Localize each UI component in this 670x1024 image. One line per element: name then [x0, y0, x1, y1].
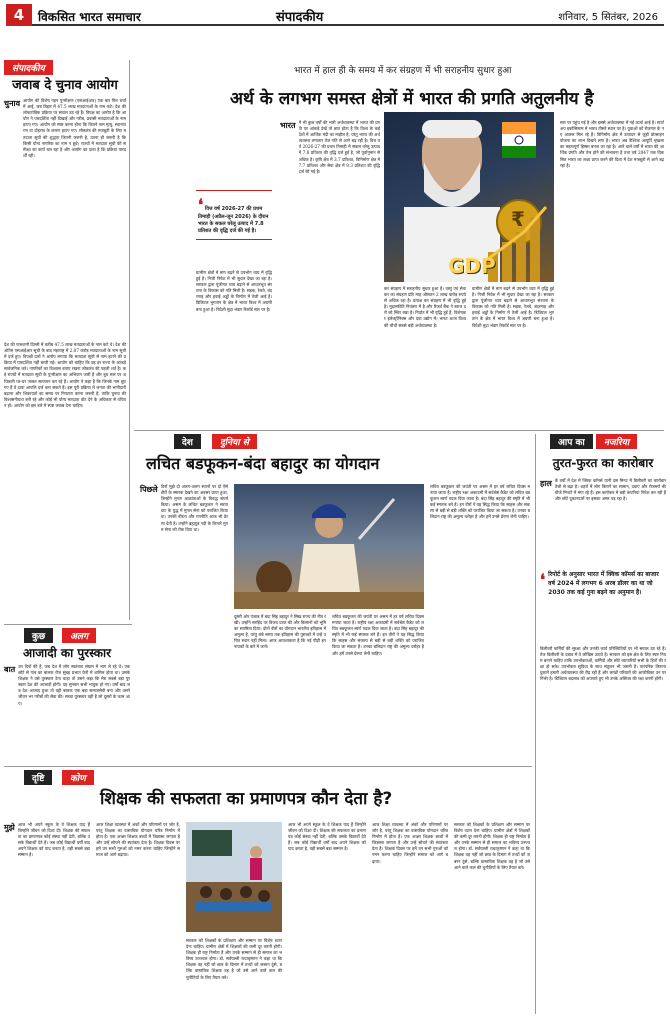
middle-lead-word: पिछले — [140, 485, 158, 494]
bottom-col-f: सरकार को शिक्षकों के प्रशिक्षण और सम्मान पर विशेष ध्यान देना चाहिए। ग्रामीण क्षेत्रों में शिक्षकों की कमी दूर करनी होगी। शिक्षक ही राष्ट्र निर्माता हैं और उनके सम्मान से ही समाज का भविष्य उज्ज्वल होगा। डॉ. सर्वपल्ली राधाकृष्णन ने कहा था कि शिक्षक वह नहीं जो छात्र के दिमाग में तथ्यों को जबरन ठूंसे, बल्कि वास्तविक शिक्षक वह है जो उसे आने वाले कल की चुनौतियों के लिए तैयार करे। — [454, 822, 530, 870]
student-4 — [258, 890, 270, 902]
award-divider — [4, 624, 132, 625]
middle-col-b: दूसरी ओर पंजाब में बंदा सिंह बहादुर ने सिख राज्य की नींव रखी। उन्होंने सरहिंद पर विजय प्राप्त की और किसानों को भूमि का स्वामित्व दिया। दोनों वीरों का योगदान भारतीय इतिहास में अमूल्य है, परंतु लंबे समय तक इतिहास की पुस्तकों में उन्हें उचित स्थान नहीं मिला। आज आवश्यकता है कि नई पीढ़ी इन नायकों के बारे में जाने। — [234, 614, 326, 650]
top-story-col-a2: ग्रामीण क्षेत्रों में मांग बढ़ने से उपभोग व्यय में वृद्धि हुई है। निजी निवेश में भी सुधार देखा जा रहा है। सरकार द्वारा पूंजीगत व्यय बढ़ाने से आधारभूत संरचना के विकास को गति मिली है। सड़क, रेलवे, बंदरगाह और हवाई अड्डों के निर्माण में तेजी आई है। डिजिटल भुगतान के क्षेत्र में भारत विश्व में अग्रणी बना हुआ है। विदेशी मुद्रा भंडार रिकॉर्ड स्तर पर है। — [196, 270, 272, 312]
award-lead-word: बात — [4, 665, 16, 674]
middle-col-c: लचित बडफूकन की जयंती पर असम में हर वर्ष लचित दिवस मनाया जाता है। राष्ट्रीय रक्षा अकादमी में सर्वश्रेष्ठ कैडेट को लचित बडफूकन स्वर्ण पदक दिया जाता है। बंदा सिंह बहादुर की स्मृति में भी कई स्मारक बने हैं। इन वीरों ने यह सिद्ध किया कि साहस और संकल्प से बड़ी से बड़ी शक्ति को पराजित किया जा सकता है। उनका बलिदान राष्ट्र की अमूल्य धरोहर है और हमें उनसे प्रेरणा लेनी चाहिए। — [332, 614, 424, 656]
flag-green — [502, 146, 536, 158]
award-tag-left: कुछ — [24, 628, 53, 643]
top-story-col-c: ग्रामीण क्षेत्रों में मांग बढ़ने से उपभोग व्यय में वृद्धि हुई है। निजी निवेश में भी सुधार देखा जा रहा है। सरकार द्वारा पूंजीगत व्यय बढ़ाने से आधारभूत संरचना के विकास को गति मिली है। सड़क, रेलवे, बंदरगाह और हवाई अड्डों के निर्माण में तेजी आई है। डिजिटल भुगतान के क्षेत्र में भारत विश्व में अग्रणी बना हुआ है। विदेशी मुद्रा भंडार रिकॉर्ड स्तर पर है। — [472, 286, 554, 328]
bottom-col-e: आज शिक्षा व्यवस्था में अंकों और परिणामों पर जोर है, परंतु शिक्षक का वास्तविक योगदान चरित्र निर्माण में होता है। एक अच्छा शिक्षक बच्चों में जिज्ञासा जगाता है और उन्हें सोचने की स्वतंत्रता देता है। शिक्षक दिवस पर हमें उन सभी गुरुओं को नमन करना चाहिए जिन्होंने समाज को आगे बढ़ाया। — [372, 822, 448, 864]
right-divider — [535, 434, 536, 1014]
masthead — [6, 4, 664, 26]
middle-tag-right: दुनिया से — [212, 434, 257, 449]
hair-shape — [422, 120, 482, 138]
horizontal-divider — [134, 430, 664, 431]
bottom-col-d: आज भी अपने स्कूल के वे शिक्षक याद हैं जिन्होंने जीवन को दिशा दी। शिक्षक की सफलता का प्रमाणपत्र कोई संस्था नहीं देती, बल्कि उसके विद्यार्थी देते हैं। जब कोई विद्यार्थी वर्षों बाद अपने शिक्षक को याद करता है, वही सबसे बड़ा सम्मान है। — [288, 822, 366, 852]
top-story — [134, 60, 664, 428]
bottom-col-c: सरकार को शिक्षकों के प्रशिक्षण और सम्मान पर विशेष ध्यान देना चाहिए। ग्रामीण क्षेत्रों में शिक्षकों की कमी दूर करनी होगी। शिक्षक ही राष्ट्र निर्माता हैं और उनके सम्मान से ही समाज का भविष्य उज्ज्वल होगा। डॉ. सर्वपल्ली राधाकृष्णन ने कहा था कि शिक्षक वह नहीं जो छात्र के दिमाग में तथ्यों को जबरन ठूंसे, बल्कि वास्तविक शिक्षक वह है जो उसे आने वाले कल की चुनौतियों के लिए तैयार करे। — [186, 938, 282, 980]
top-story-quote: ❛ वित्त वर्ष 2026-27 की प्रथम तिमाही (अप्रैल-जून 2026) के दौरान भारत के सकल घरेलू उत्पाद में 7.8 प्रतिशत की वृद्धि दर्ज की गई है। — [196, 190, 272, 240]
uniform-row — [196, 902, 272, 912]
bar-3 — [516, 232, 526, 282]
blackboard-shape — [192, 830, 232, 856]
flag-saffron — [502, 122, 536, 134]
bottom-lead-word: मुझे — [4, 823, 15, 832]
editorial-lead-word: चुनाव — [4, 99, 21, 108]
ground-shape — [234, 592, 424, 609]
middle-story — [134, 434, 532, 764]
bottom-headline: शिक्षक की सफलता का प्रमाणपत्र कौन देता है? — [100, 789, 393, 809]
bottom-story — [4, 770, 532, 1020]
opinion-heading: तुरत-फुरत का कारोबार — [552, 456, 654, 470]
gdp-photo — [384, 112, 554, 282]
editorial-heading: जवाब दे चुनाव आयोग — [12, 78, 118, 93]
top-story-col-a: भारत में भी कुछ वर्षों की भारी अर्थव्यवस्था में भारत की प्रगति पर आंकड़े देखें तो ज्ञात होता है कि विश्व के कई देशों में आर्थिक मंदी का माहौल है, परंतु भारत की अर्थव्यवस्था लगातार तेज गति से आगे बढ़ रही है। वित्त वर्ष 2026-27 की प्रथम तिमाही में सकल घरेलू उत्पाद में 7.8 प्रतिशत की वृद्धि दर्ज हुई है, जो पूर्वानुमान से अधिक है। कृषि क्षेत्र में 3.7 प्रतिशत, विनिर्माण क्षेत्र में 7.7 प्रतिशत और सेवा क्षेत्र में 9.3 प्रतिशत की वृद्धि दर्ज की गई है। — [280, 120, 380, 174]
award-tag-right: अलग — [62, 628, 96, 643]
opinion-body-1: हाल के वर्षों में देश में क्विक कॉमर्स यानी दस मिनट में डिलीवरी का कारोबार तेजी से बढ़ा है। शहरों में लोग किराने का सामान, दवाएं और रोजमर्रा की चीजें मिनटों में मंगा रहे हैं। इस कारोबार में बड़ी कंपनियां निवेश कर रही हैं और छोटे दुकानदारों पर इसका असर पड़ रहा है। — [540, 478, 666, 502]
horse-shape — [256, 561, 292, 597]
middle-tag-left: देश — [174, 434, 201, 449]
middle-col-d: लचित बडफूकन की जयंती पर असम में हर वर्ष लचित दिवस मनाया जाता है। राष्ट्रीय रक्षा अकादमी में सर्वश्रेष्ठ कैडेट को लचित बडफूकन स्वर्ण पदक दिया जाता है। बंदा सिंह बहादुर की स्मृति में भी कई स्मारक बने हैं। इन वीरों ने यह सिद्ध किया कि साहस और संकल्प से बड़ी से बड़ी शक्ति को पराजित किया जा सकता है। उनका बलिदान राष्ट्र की अमूल्य धरोहर है और हमें उनसे प्रेरणा लेनी चाहिए। — [430, 484, 530, 520]
paper-name: विकसित भारत समाचार — [38, 10, 141, 24]
teacher-saree — [250, 858, 262, 880]
image-rupee: ₹ — [511, 207, 525, 231]
page-number: 4 — [6, 4, 32, 26]
classroom-illustration — [186, 822, 282, 932]
opinion-quote: ❛ रिपोर्ट के अनुसार भारत में क्विक कॉमर्स का बाजार वर्ष 2024 में लगभग 6 अरब डॉलर का था जो 2030 तक कई गुना बढ़ने का अनुमान है। — [540, 570, 659, 596]
warrior-photo — [234, 484, 424, 609]
top-story-col-b: कर संग्रहण में सराहनीय सुधार हुआ है। वस्तु एवं सेवा कर का संग्रहण प्रति माह औसतन 2 लाख करोड़ रुपये से अधिक रहा है। प्रत्यक्ष कर संग्रहण में भी वृद्धि हुई है। मुद्रास्फीति नियंत्रण में है और रिजर्व बैंक ने ब्याज दरों को स्थिर रखा है। निर्यात में भी वृद्धि हुई है, विशेषकर इलेक्ट्रॉनिक्स और दवा उद्योग में। भारत आज विश्व की चौथी सबसे बड़ी अर्थव्यवस्था है। — [384, 286, 466, 328]
quote-mark-icon: ❛ — [198, 195, 204, 214]
warrior-illustration — [234, 484, 424, 609]
bottom-tag-right: कोण — [62, 770, 94, 785]
top-story-lead-word: भारत — [280, 121, 296, 130]
bottom-tag-left: दृष्टि — [24, 770, 52, 785]
editorial-body-1: चुनाव आयोग की विशेष गहन पुनरीक्षण (एसआईआर) एक बार फिर चर्चा में आई, जब बिहार में 47.5 लाख मतदाताओं के नाम कटे। देश की लोकतांत्रिक प्रक्रिया पर सवाल उठ रहे हैं। विपक्ष का आरोप है कि आयोग ने पारदर्शिता नहीं दिखाई और गरीब, प्रवासी मतदाताओं के नाम हटाए गए। आयोग को स्पष्ट करना होगा कि कितने नाम मृत्यु, स्थानांतरण या दोहराव के कारण हटाए गए। लोकतंत्र की मजबूती के लिए मतदाता सूची की शुद्धता जितनी जरूरी है, उतना ही जरूरी है कि किसी योग्य नागरिक का नाम न छूटे। राज्यों में मतदाता सूची की समीक्षा का कार्य चल रहा है और आयोग का दावा है कि प्रक्रिया पारदर्शी रही। — [4, 98, 126, 158]
image-gdp-label: GDP — [448, 254, 496, 278]
editorial-body-2: देश की राजधानी दिल्ली में करीब 47.5 लाख मतदाताओं के नाम कटे थे। देश की अंतिम एसआईआर सूची के बाद महाराष्ट्र में 2.07 करोड़ मतदाताओं के नाम सूची में दर्ज हुए। विपक्षी दलों ने आरोप लगाया कि मतदाता सूची से नाम हटाने की प्रक्रिया में पारदर्शिता नहीं बरती गई। आयोग को चाहिए कि वह हर राज्य के आंकड़े सार्वजनिक करे। नागरिकों का विश्वास बनाए रखना लोकतंत्र की पहली शर्त है। कई राज्यों में मतदाता सूची के पुनरीक्षण का अभियान जारी है और बूथ स्तर पर अधिकारी घर-घर जाकर सत्यापन कर रहे हैं। आयोग ने कहा है कि जिनके नाम छूट गए हैं वे दावा आपत्ति दर्ज करा सकते हैं। इस पूरी प्रक्रिया में जनता की भागीदारी बढ़ाना और शिकायतों का समय पर निपटारा करना जरूरी है, ताकि चुनाव की विश्वसनीयता बनी रहे और कोई भी योग्य मतदाता वोट देने के अधिकार से वंचित न हो। आयोग को इस बारे में स्पष्ट जवाब देना चाहिए। — [4, 342, 126, 408]
opinion-lead-word: हाल — [540, 479, 552, 488]
opinion-quote-mark-icon: ❛ — [540, 570, 546, 589]
award-body: बात उन दिनों की है, जब देश में लोग स्वतंत्रता संग्राम में भाग ले रहे थे। एक छोटे से गांव का बालक रोज सुबह प्रभात फेरी में शामिल होता था। उसके शिक्षक ने उसे पुरस्कार देना चाहा तो उसने कहा कि मेरा सबसे बड़ा पुरस्कार देश की आजादी होगी। यह सुनकर सभी भावुक हो गए। वर्षों बाद जब देश आजाद हुआ तो वही बालक एक बड़ा समाजसेवी बना और उसने जीवन भर गरीबों की सेवा की। सच्चा पुरस्कार वही है जो दूसरों के काम आए। — [4, 664, 130, 706]
bottom-col-b: आज शिक्षा व्यवस्था में अंकों और परिणामों पर जोर है, परंतु शिक्षक का वास्तविक योगदान चरित्र निर्माण में होता है। एक अच्छा शिक्षक बच्चों में जिज्ञासा जगाता है और उन्हें सोचने की स्वतंत्रता देता है। शिक्षक दिवस पर हमें उन सभी गुरुओं को नमन करना चाहिए जिन्होंने समाज को आगे बढ़ाया। — [96, 822, 180, 858]
middle-col-a: पिछले दिनों मुझे दो अलग-अलग स्थानों पर दो ऐसे वीरों के स्मारक देखने का अवसर प्राप्त हुआ, जिन्होंने मुगल आक्रांताओं के विरुद्ध संघर्ष किया। असम के लचित बडफूकन ने सरायघाट के युद्ध में मुगल सेना को पराजित किया था। उनकी वीरता और रणनीति आज भी प्रेरणा देती है। उन्होंने ब्रह्मपुत्र नदी के किनारे मुगल सेना को रोक दिया था। — [140, 484, 228, 532]
classroom-photo — [186, 822, 282, 932]
sword-icon — [359, 499, 394, 539]
award-heading: आजादी का पुरस्कार — [22, 646, 112, 660]
opinion-body-2: डिलीवरी कर्मियों की सुरक्षा और उनकी कार्य परिस्थितियों पर भी सवाल उठ रहे हैं। तेज डिलीवरी के दबाव में वे जोखिम उठाते हैं। सरकार को इस क्षेत्र के लिए स्पष्ट नियम बनाने चाहिए ताकि उपभोक्ताओं, कर्मियों और छोटे व्यापारियों सभी के हितों की रक्षा हो सके। उपभोक्ता सुविधा के साथ संतुलन भी जरूरी है। पारंपरिक किराना दुकानें हमारी अर्थव्यवस्था की रीढ़ रही हैं और लाखों परिवारों की आजीविका उन पर निर्भर है। डिजिटल बदलाव को अपनाते हुए भी उनके अस्तित्व की रक्षा करनी होगी। — [540, 646, 666, 682]
column-divider — [129, 60, 130, 620]
editorial-tag: संपादकीय — [4, 60, 53, 75]
opinion-tag-left: आप का — [550, 434, 593, 449]
editorial-column — [4, 60, 126, 620]
top-story-headline: अर्थ के लगभग समस्त क्षेत्रों में भारत की प्रगति अतुलनीय है — [230, 89, 594, 109]
section-title: संपादकीय — [276, 10, 324, 25]
bar-4 — [530, 217, 540, 282]
student-1 — [200, 886, 212, 898]
opinion-tag-right: नजरिया — [596, 434, 637, 449]
top-story-kicker: भारत में हाल ही के समय में कर संग्रहण में भी सराहनीय सुधार हुआ — [294, 66, 512, 76]
student-2 — [220, 888, 232, 900]
teacher-head — [250, 846, 262, 858]
bottom-divider — [4, 766, 532, 767]
middle-headline: लचित बडफूकन-बंदा बहादुर का योगदान — [146, 454, 380, 473]
award-story — [4, 628, 130, 760]
turban-shape — [312, 504, 346, 518]
issue-date: शनिवार, 5 सितंबर, 2026 — [558, 12, 658, 23]
opinion-column — [540, 434, 666, 1019]
student-3 — [240, 886, 252, 898]
top-story-col-d: स्तर पर पहुंच गई है और इससे अर्थव्यवस्था में नई ऊर्जा आई है। स्टार्टअप इकोसिस्टम में भारत तीसरे स्थान पर है। युवाओं को रोजगार के नए अवसर मिल रहे हैं। विनिर्माण क्षेत्र में उत्पादन से जुड़ी प्रोत्साहन योजना का लाभ दिखने लगा है। भारत अब वैश्विक आपूर्ति श्रृंखला का महत्वपूर्ण हिस्सा बनता जा रहा है। आने वाले वर्षों में भारत की आर्थिक प्रगति और तेज होने की संभावना है तथा वर्ष 2047 तक विकसित भारत का लक्ष्य प्राप्त करने की दिशा में देश मजबूती से आगे बढ़ रहा है। — [560, 120, 664, 168]
bottom-col-a: मुझे आज भी अपने स्कूल के वे शिक्षक याद हैं जिन्होंने जीवन को दिशा दी। शिक्षक की सफलता का प्रमाणपत्र कोई संस्था नहीं देती, बल्कि उसके विद्यार्थी देते हैं। जब कोई विद्यार्थी वर्षों बाद अपने शिक्षक को याद करता है, वही सबसे बड़ा सम्मान है। — [4, 822, 90, 858]
